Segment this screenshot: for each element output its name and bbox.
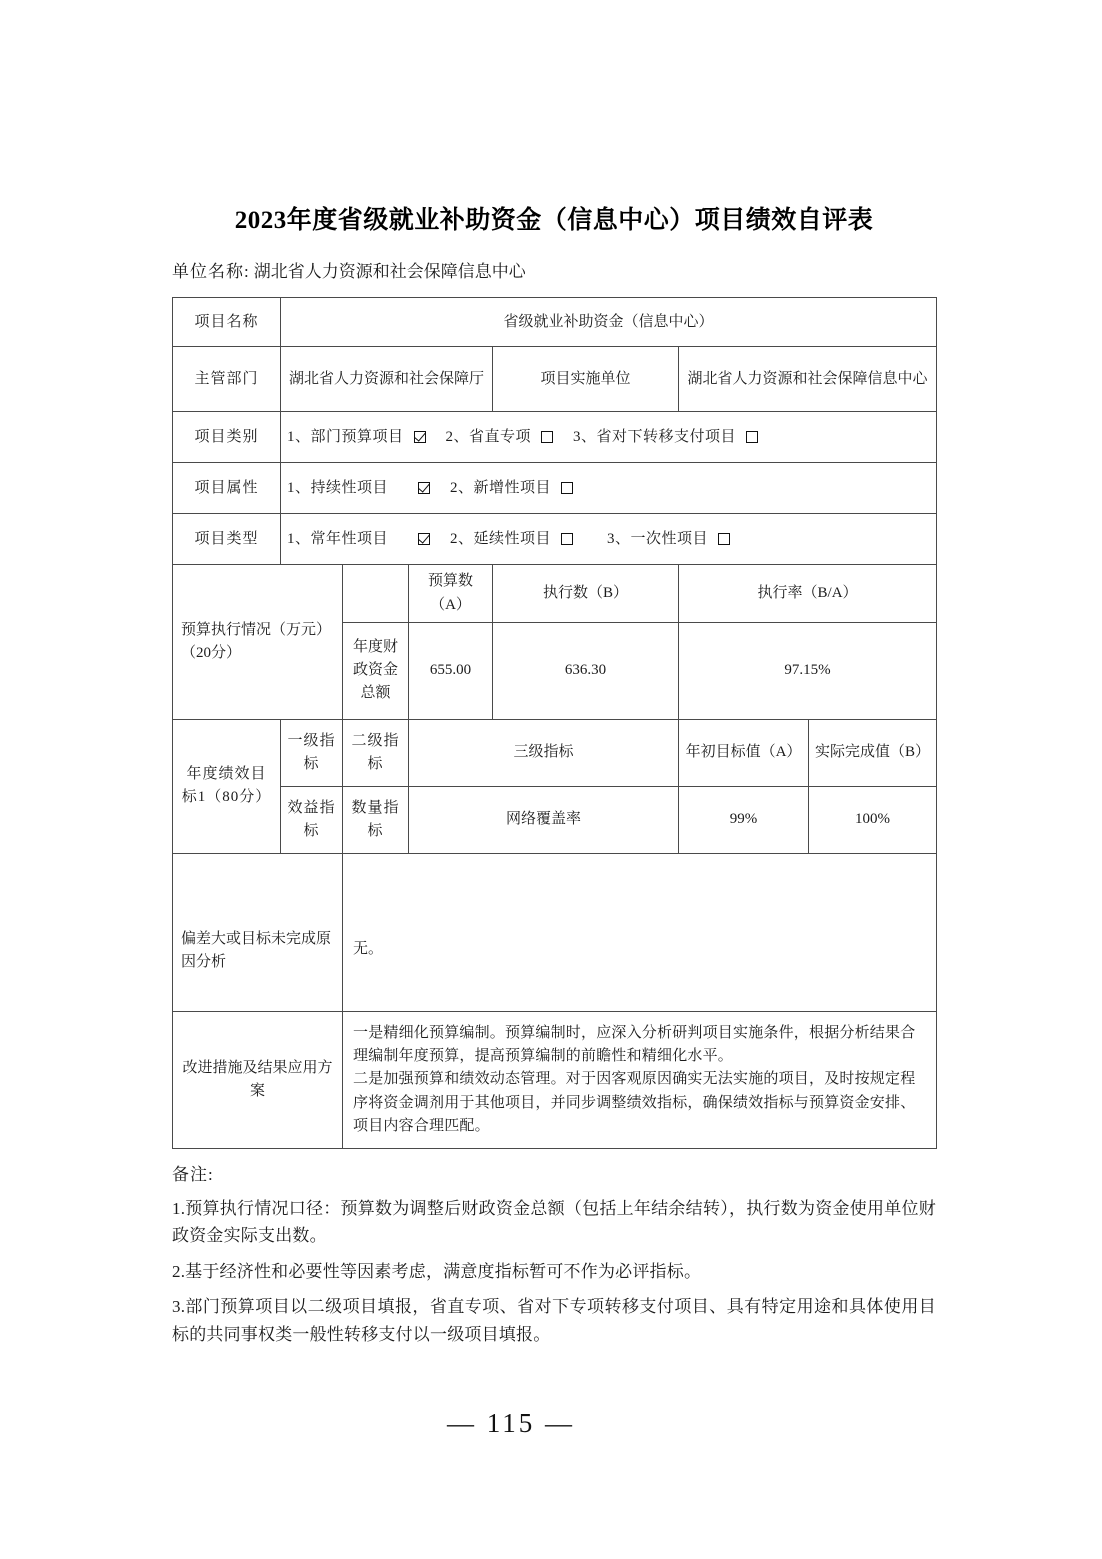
improvement-paragraph-2: 二是加强预算和绩效动态管理。对于因客观原因确实无法实施的项目，及时按规定程序将资金调剂用于其他项目，并同步调整绩效指标，确保绩效指标与预算资金安排、项目内容合理匹配。: [353, 1071, 916, 1134]
table-row-performance-header: [173, 719, 937, 786]
category-option-1[interactable]: [287, 426, 430, 449]
deviation-label: [173, 853, 343, 1011]
budget-value-rate: 97.15%: [679, 622, 937, 719]
implementing-unit-label: 项目实施单位: [493, 347, 679, 412]
type-option-1[interactable]: [287, 528, 434, 551]
type-label: 项目类型: [173, 514, 281, 565]
note-item-2: 2.基于经济性和必要性等因素考虑，满意度指标暂可不作为必评指标。: [172, 1261, 702, 1281]
note-item-3: 3.部门预算项目以二级项目填报，省直专项、省对下专项转移支付项目、具有特定用途和具体使用目标的共同事权类一般性转移支付以一级项目填报。: [172, 1297, 936, 1344]
checkbox-empty-icon[interactable]: [718, 533, 730, 545]
performance-section-label-line1: 年度绩效目: [186, 766, 267, 783]
type-option-3-label: 3、一次性项目: [607, 530, 709, 547]
improvement-label-line1: 改进措施及结果应用方: [182, 1059, 333, 1076]
table-row-project-name: [173, 298, 937, 347]
budget-value-b: 636.30: [493, 622, 679, 719]
type-options-cell: [281, 514, 937, 565]
improvement-value: [343, 1011, 937, 1148]
budget-value-a: 655.00: [409, 622, 493, 719]
improvement-label: [173, 1011, 343, 1148]
improvement-paragraph-1: 一是精细化预算编制。预算编制时，应深入分析研判项目实施条件，根据分析结果合理编制年度预算，提高预算编制的前瞻性和精细化水平。: [353, 1024, 916, 1065]
category-option-2-label: 2、省直专项: [445, 428, 532, 445]
budget-section-label-line2: （20分）: [181, 645, 242, 662]
deviation-label-line2: 因分析: [181, 953, 227, 970]
attribute-option-2-label: 2、新增性项目: [450, 479, 552, 496]
attribute-label: 项目属性: [173, 463, 281, 514]
performance-cell-level3: 网络覆盖率: [409, 786, 679, 853]
category-option-3-label: 3、省对下转移支付项目: [573, 428, 737, 445]
unit-name-line: [172, 260, 936, 284]
checkbox-checked-icon[interactable]: [414, 431, 426, 443]
performance-cell-target: 99%: [679, 786, 809, 853]
project-name-value: 省级就业补助资金（信息中心）: [281, 298, 937, 347]
checkbox-empty-icon[interactable]: [746, 431, 758, 443]
category-options-cell: [281, 412, 937, 463]
table-row-budget-header: [173, 565, 937, 623]
type-option-3[interactable]: [607, 528, 734, 551]
attribute-option-1-label: 1、持续性项目: [287, 479, 389, 496]
attribute-option-2[interactable]: [450, 477, 577, 500]
deviation-value: 无。: [343, 853, 937, 1011]
checkbox-empty-icon[interactable]: [541, 431, 553, 443]
budget-header-b: 执行数（B）: [493, 565, 679, 623]
performance-cell-actual: 100%: [809, 786, 937, 853]
checkbox-empty-icon[interactable]: [561, 482, 573, 494]
notes-heading: 备注:: [172, 1165, 214, 1185]
category-option-2[interactable]: [446, 426, 558, 449]
table-row-department: [173, 347, 937, 412]
performance-header-target: 年初目标值（A）: [679, 719, 809, 786]
notes-section: [172, 1161, 936, 1348]
table-row-category: [173, 412, 937, 463]
budget-row-label: 年度财 政资金 总额: [343, 622, 409, 719]
performance-header-level2: 二级指标: [343, 719, 409, 786]
performance-cell-level2: 数量指标: [343, 786, 409, 853]
performance-header-level3: 三级指标: [409, 719, 679, 786]
unit-name-label: 单位名称:: [172, 261, 250, 281]
checkbox-empty-icon[interactable]: [561, 533, 573, 545]
department-label: 主管部门: [173, 347, 281, 412]
page-title: 2023年度省级就业补助资金（信息中心）项目绩效自评表: [234, 207, 874, 234]
unit-name-value: 湖北省人力资源和社会保障信息中心: [253, 261, 526, 281]
budget-blank-cell: [343, 565, 409, 623]
attribute-options: [287, 477, 930, 500]
table-row-improvement: [173, 1011, 937, 1148]
performance-section-label-line2: 标1（80分）: [181, 789, 272, 806]
table-row-performance-data: [173, 786, 937, 853]
note-item-1: 1.预算执行情况口径：预算数为调整后财政资金总额（包括上年结余结转），执行数为资金使用单位财政资金实际支出数。: [172, 1198, 936, 1246]
performance-header-actual: 实际完成值（B）: [809, 719, 937, 786]
budget-section-label: [173, 565, 343, 720]
project-name-label: 项目名称: [173, 298, 281, 347]
attribute-options-cell: [281, 463, 937, 514]
category-label: 项目类别: [173, 412, 281, 463]
category-options: [287, 426, 930, 449]
implementing-unit-value: 湖北省人力资源和社会保障信息中心: [679, 347, 937, 412]
type-options: [287, 528, 930, 551]
budget-header-rate: 执行率（B/A）: [679, 565, 937, 623]
page-number: — 115 —: [447, 1408, 575, 1438]
type-option-1-label: 1、常年性项目: [287, 530, 389, 547]
performance-cell-level1: 效益指标: [281, 786, 343, 853]
performance-evaluation-table: [172, 297, 937, 1149]
checkbox-checked-icon[interactable]: [418, 482, 430, 494]
table-row-deviation: [173, 853, 937, 1011]
department-value: 湖北省人力资源和社会保障厅: [281, 347, 493, 412]
performance-section-label: [173, 719, 281, 853]
table-row-type: [173, 514, 937, 565]
budget-header-a: 预算数（A）: [409, 565, 493, 623]
improvement-label-line2: 案: [249, 1082, 265, 1099]
category-option-1-label: 1、部门预算项目: [287, 428, 404, 445]
checkbox-checked-icon[interactable]: [418, 533, 430, 545]
budget-section-label-line1: 预算执行情况（万元）: [181, 621, 332, 638]
attribute-option-1[interactable]: [287, 477, 434, 500]
performance-header-level1: 一级指标: [281, 719, 343, 786]
category-option-3[interactable]: [573, 426, 762, 449]
document-content: [172, 205, 936, 1356]
type-option-2[interactable]: [450, 528, 577, 551]
type-option-2-label: 2、延续性项目: [450, 530, 552, 547]
table-row-attribute: [173, 463, 937, 514]
deviation-label-line1: 偏差大或目标未完成原: [181, 930, 332, 947]
